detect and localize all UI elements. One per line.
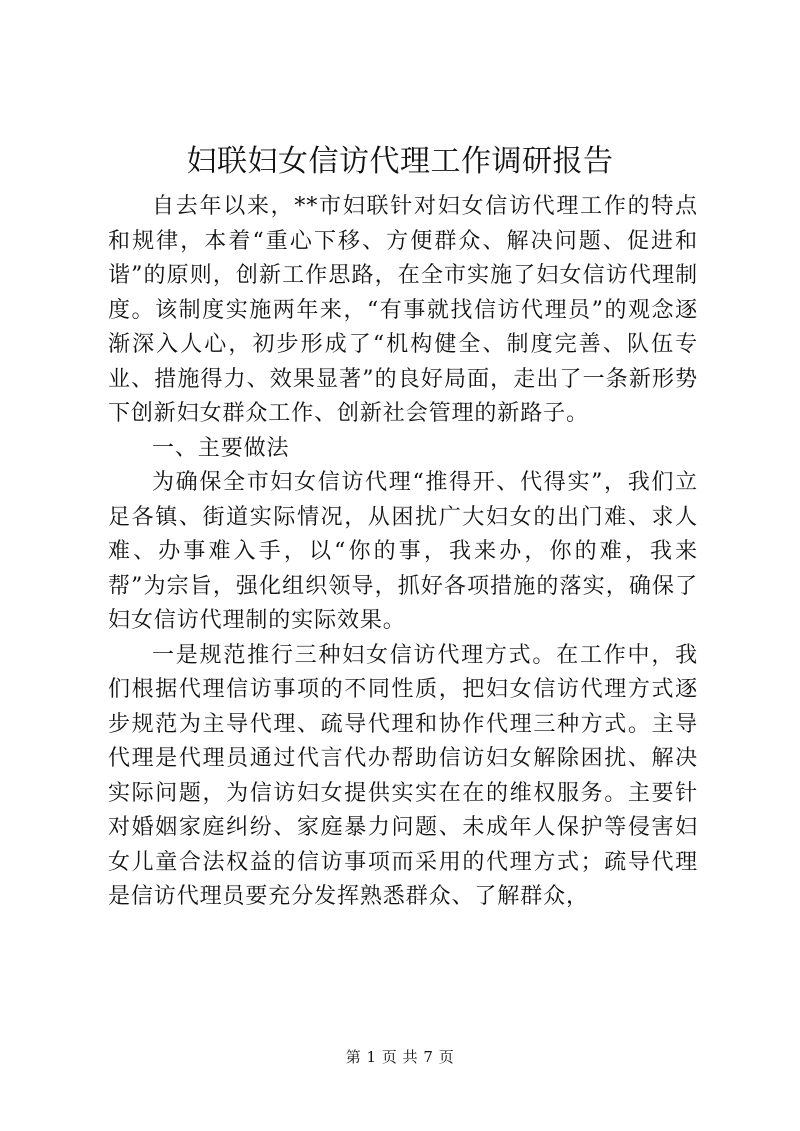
page-number-footer: 第 1 页 共 7 页 (345, 1048, 455, 1066)
section-heading-main-practices: 一、主要做法 (152, 435, 290, 461)
paragraph-three-proxy-methods: 一是规范推行三种妇女信访代理方式。在工作中，我们根据代理信访事项的不同性质，把妇女信访代理方式逐步规范为主导代理、疏导代理和协作代理三种方式。主导代理是代理员通过代言代办帮助信访妇女解除困扰、解决实际问题，为信访妇女提供实实在在的维权服务。主要针对婚姻家庭纠纷、家庭暴力问题、未成年人保护等侵害妇女儿童合法权益的信访事项而采用的代理方式；疏导代理是信访代理员要充分发挥熟悉群众、了解群众， (108, 642, 698, 909)
paragraph-practices-overview: 为确保全市妇女信访代理“推得开、代得实”，我们立足各镇、街道实际情况，从困扰广大妇女的出门难、求人难、办事难入手，以“你的事，我来办，你的难，我来帮”为宗旨，强化组织领导，抓好各项措施的落实，确保了妇女信访代理制的实际效果。 (108, 470, 698, 633)
document-body (108, 190, 698, 915)
paragraph-intro: 自去年以来，**市妇联针对妇女信访代理工作的特点和规律，本着“重心下移、方便群众、解决问题、促进和谐”的原则，创新工作思路，在全市实施了妇女信访代理制度。该制度实施两年来，“有事就找信访代理员”的观念逐渐深入人心，初步形成了“机构健全、制度完善、队伍专业、措施得力、效果显著”的良好局面，走出了一条新形势下创新妇女群众工作、创新社会管理的新路子。 (108, 194, 698, 426)
document-title: 妇联妇女信访代理工作调研报告 (186, 144, 614, 179)
